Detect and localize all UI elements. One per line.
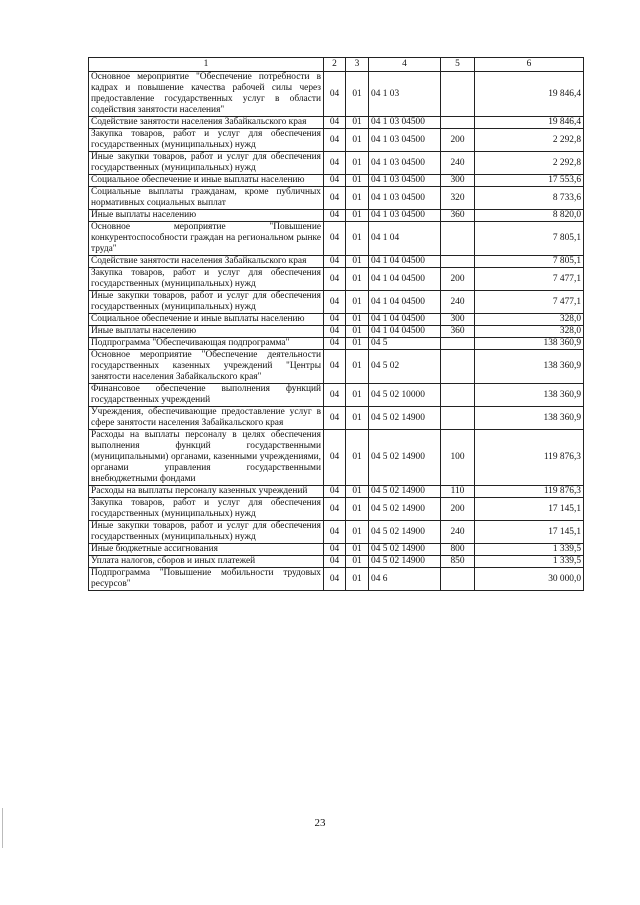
- row-section: 04: [324, 187, 346, 210]
- table-row: [89, 152, 584, 175]
- row-subsection: 01: [346, 350, 369, 384]
- row-name: Уплата налогов, сборов и иных платежей: [89, 556, 324, 568]
- row-amount: 328,0: [475, 326, 584, 338]
- row-subsection: 01: [346, 486, 369, 498]
- row-amount: 17 145,1: [475, 521, 584, 544]
- row-section: 04: [324, 222, 346, 256]
- row-target-code: 04 5 02 14900: [369, 521, 441, 544]
- row-expense-type: 240: [441, 152, 475, 175]
- row-expense-type: 240: [441, 291, 475, 314]
- row-expense-type: [441, 350, 475, 384]
- row-expense-type: 200: [441, 498, 475, 521]
- row-amount: 19 846,4: [475, 117, 584, 129]
- row-target-code: 04 5 02 14900: [369, 544, 441, 556]
- row-amount: 8 733,6: [475, 187, 584, 210]
- row-section: 04: [324, 556, 346, 568]
- row-expense-type: 200: [441, 268, 475, 291]
- row-subsection: 01: [346, 338, 369, 350]
- col-header-4: 4: [369, 58, 441, 72]
- table-row: [89, 407, 584, 430]
- row-subsection: 01: [346, 498, 369, 521]
- row-expense-type: 320: [441, 187, 475, 210]
- row-amount: 119 876,3: [475, 486, 584, 498]
- row-subsection: 01: [346, 384, 369, 407]
- row-amount: 328,0: [475, 314, 584, 326]
- row-section: 04: [324, 175, 346, 187]
- row-section: 04: [324, 291, 346, 314]
- row-amount: 138 360,9: [475, 407, 584, 430]
- table-row: [89, 268, 584, 291]
- row-name: Социальные выплаты гражданам, кроме публичных нормативных социальных выплат: [89, 187, 324, 210]
- table-row: [89, 338, 584, 350]
- row-section: 04: [324, 117, 346, 129]
- row-section: 04: [324, 268, 346, 291]
- row-expense-type: [441, 568, 475, 591]
- row-subsection: 01: [346, 556, 369, 568]
- row-name: Основное мероприятие "Обеспечение потребности в кадрах и повышение качества рабочей силы через предоставление государственных услуг в области содействия занятости населения": [89, 72, 324, 117]
- row-section: 04: [324, 384, 346, 407]
- table-row: [89, 291, 584, 314]
- row-name: Иные закупки товаров, работ и услуг для обеспечения государственных (муниципальных) нужд: [89, 521, 324, 544]
- row-amount: 17 145,1: [475, 498, 584, 521]
- row-expense-type: 240: [441, 521, 475, 544]
- row-name: Закупка товаров, работ и услуг для обеспечения государственных (муниципальных) нужд: [89, 498, 324, 521]
- row-name: Подпрограмма "Повышение мобильности трудовых ресурсов": [89, 568, 324, 591]
- row-expense-type: 300: [441, 175, 475, 187]
- table-row: [89, 314, 584, 326]
- row-target-code: 04 1 04 04500: [369, 268, 441, 291]
- row-target-code: 04 5 02 14900: [369, 486, 441, 498]
- row-expense-type: [441, 256, 475, 268]
- table-row: [89, 222, 584, 256]
- row-subsection: 01: [346, 314, 369, 326]
- row-amount: 7 805,1: [475, 222, 584, 256]
- row-expense-type: [441, 72, 475, 117]
- row-section: 04: [324, 498, 346, 521]
- row-name: Иные закупки товаров, работ и услуг для обеспечения государственных (муниципальных) нужд: [89, 291, 324, 314]
- row-amount: 119 876,3: [475, 430, 584, 486]
- row-section: 04: [324, 210, 346, 222]
- row-target-code: 04 1 03 04500: [369, 175, 441, 187]
- row-subsection: 01: [346, 521, 369, 544]
- row-section: 04: [324, 407, 346, 430]
- row-expense-type: [441, 407, 475, 430]
- row-section: 04: [324, 486, 346, 498]
- row-section: 04: [324, 544, 346, 556]
- table-row: [89, 326, 584, 338]
- row-name: Содействие занятости населения Забайкальского края: [89, 117, 324, 129]
- row-subsection: 01: [346, 291, 369, 314]
- table-row: [89, 430, 584, 486]
- row-expense-type: 850: [441, 556, 475, 568]
- row-amount: 2 292,8: [475, 152, 584, 175]
- row-section: 04: [324, 129, 346, 152]
- row-amount: 17 553,6: [475, 175, 584, 187]
- row-name: Социальное обеспечение и иные выплаты населению: [89, 175, 324, 187]
- header-row: [89, 58, 584, 72]
- row-expense-type: [441, 338, 475, 350]
- table-row: [89, 350, 584, 384]
- table-row: [89, 521, 584, 544]
- col-header-2: 2: [324, 58, 346, 72]
- row-amount: 138 360,9: [475, 338, 584, 350]
- row-name: Иные выплаты населению: [89, 210, 324, 222]
- row-section: 04: [324, 314, 346, 326]
- row-target-code: 04 1 04 04500: [369, 256, 441, 268]
- row-expense-type: 360: [441, 210, 475, 222]
- row-amount: 1 339,5: [475, 556, 584, 568]
- row-target-code: 04 1 03 04500: [369, 210, 441, 222]
- row-section: 04: [324, 256, 346, 268]
- row-expense-type: 100: [441, 430, 475, 486]
- row-target-code: 04 1 03: [369, 72, 441, 117]
- row-expense-type: 300: [441, 314, 475, 326]
- row-amount: 2 292,8: [475, 129, 584, 152]
- table-row: [89, 544, 584, 556]
- table-row: [89, 72, 584, 117]
- row-expense-type: 360: [441, 326, 475, 338]
- row-target-code: 04 5 02 14900: [369, 407, 441, 430]
- row-target-code: 04 5 02: [369, 350, 441, 384]
- row-name: Расходы на выплаты персоналу в целях обеспечения выполнения функций государственными (муниципальными) органами, казенными учреждениями, органами управления государственными внебюджетными фондами: [89, 430, 324, 486]
- row-target-code: 04 1 03 04500: [369, 152, 441, 175]
- row-amount: 1 339,5: [475, 544, 584, 556]
- row-amount: 7 477,1: [475, 268, 584, 291]
- row-amount: 7 477,1: [475, 291, 584, 314]
- budget-table: [88, 57, 584, 591]
- row-subsection: 01: [346, 544, 369, 556]
- row-name: Закупка товаров, работ и услуг для обеспечения государственных (муниципальных) нужд: [89, 129, 324, 152]
- row-subsection: 01: [346, 152, 369, 175]
- row-subsection: 01: [346, 175, 369, 187]
- table-row: [89, 486, 584, 498]
- page-number: 23: [314, 817, 326, 829]
- row-name: Иные закупки товаров, работ и услуг для обеспечения государственных (муниципальных) нужд: [89, 152, 324, 175]
- table-row: [89, 498, 584, 521]
- row-subsection: 01: [346, 222, 369, 256]
- row-name: Подпрограмма "Обеспечивающая подпрограмма": [89, 338, 324, 350]
- table-row: [89, 384, 584, 407]
- row-subsection: 01: [346, 256, 369, 268]
- table-row: [89, 256, 584, 268]
- row-subsection: 01: [346, 117, 369, 129]
- row-target-code: 04 5 02 14900: [369, 556, 441, 568]
- row-target-code: 04 5 02 14900: [369, 430, 441, 486]
- row-target-code: 04 1 04 04500: [369, 291, 441, 314]
- row-section: 04: [324, 72, 346, 117]
- row-expense-type: 200: [441, 129, 475, 152]
- col-header-1: 1: [89, 58, 324, 72]
- row-subsection: 01: [346, 210, 369, 222]
- row-subsection: 01: [346, 568, 369, 591]
- row-amount: 138 360,9: [475, 350, 584, 384]
- row-subsection: 01: [346, 129, 369, 152]
- row-section: 04: [324, 326, 346, 338]
- row-target-code: 04 6: [369, 568, 441, 591]
- row-subsection: 01: [346, 72, 369, 117]
- row-subsection: 01: [346, 268, 369, 291]
- row-section: 04: [324, 430, 346, 486]
- col-header-3: 3: [346, 58, 369, 72]
- row-name: Основное мероприятие "Повышение конкурентоспособности граждан на региональном рынке труда": [89, 222, 324, 256]
- row-amount: 19 846,4: [475, 72, 584, 117]
- row-name: Основное мероприятие "Обеспечение деятельности государственных казенных учреждений "Центры занятости населения Забайкальского края": [89, 350, 324, 384]
- row-target-code: 04 5 02 10000: [369, 384, 441, 407]
- table-row: [89, 568, 584, 591]
- table-row: [89, 175, 584, 187]
- row-target-code: 04 1 03 04500: [369, 187, 441, 210]
- row-name: Иные выплаты населению: [89, 326, 324, 338]
- row-expense-type: [441, 222, 475, 256]
- table-row: [89, 187, 584, 210]
- row-amount: 30 000,0: [475, 568, 584, 591]
- row-expense-type: [441, 384, 475, 407]
- row-expense-type: 110: [441, 486, 475, 498]
- table-row: [89, 117, 584, 129]
- row-subsection: 01: [346, 187, 369, 210]
- row-target-code: 04 1 03 04500: [369, 117, 441, 129]
- row-target-code: 04 5: [369, 338, 441, 350]
- row-section: 04: [324, 568, 346, 591]
- row-target-code: 04 1 04 04500: [369, 326, 441, 338]
- row-section: 04: [324, 338, 346, 350]
- row-name: Финансовое обеспечение выполнения функций государственных учреждений: [89, 384, 324, 407]
- row-amount: 138 360,9: [475, 384, 584, 407]
- row-expense-type: 800: [441, 544, 475, 556]
- row-target-code: 04 5 02 14900: [369, 498, 441, 521]
- table-row: [89, 556, 584, 568]
- row-name: Социальное обеспечение и иные выплаты населению: [89, 314, 324, 326]
- col-header-5: 5: [441, 58, 475, 72]
- row-section: 04: [324, 521, 346, 544]
- row-name: Содействие занятости населения Забайкальского края: [89, 256, 324, 268]
- row-target-code: 04 1 04: [369, 222, 441, 256]
- row-target-code: 04 1 03 04500: [369, 129, 441, 152]
- row-section: 04: [324, 152, 346, 175]
- table-row: [89, 210, 584, 222]
- row-subsection: 01: [346, 326, 369, 338]
- row-expense-type: [441, 117, 475, 129]
- row-amount: 7 805,1: [475, 256, 584, 268]
- row-name: Закупка товаров, работ и услуг для обеспечения государственных (муниципальных) нужд: [89, 268, 324, 291]
- table-body: [89, 72, 584, 591]
- table-row: [89, 129, 584, 152]
- row-amount: 8 820,0: [475, 210, 584, 222]
- row-subsection: 01: [346, 407, 369, 430]
- col-header-6: 6: [475, 58, 584, 72]
- row-name: Расходы на выплаты персоналу казенных учреждений: [89, 486, 324, 498]
- row-section: 04: [324, 350, 346, 384]
- row-target-code: 04 1 04 04500: [369, 314, 441, 326]
- row-subsection: 01: [346, 430, 369, 486]
- row-name: Иные бюджетные ассигнования: [89, 544, 324, 556]
- row-name: Учреждения, обеспечивающие предоставление услуг в сфере занятости населения Забайкальского края: [89, 407, 324, 430]
